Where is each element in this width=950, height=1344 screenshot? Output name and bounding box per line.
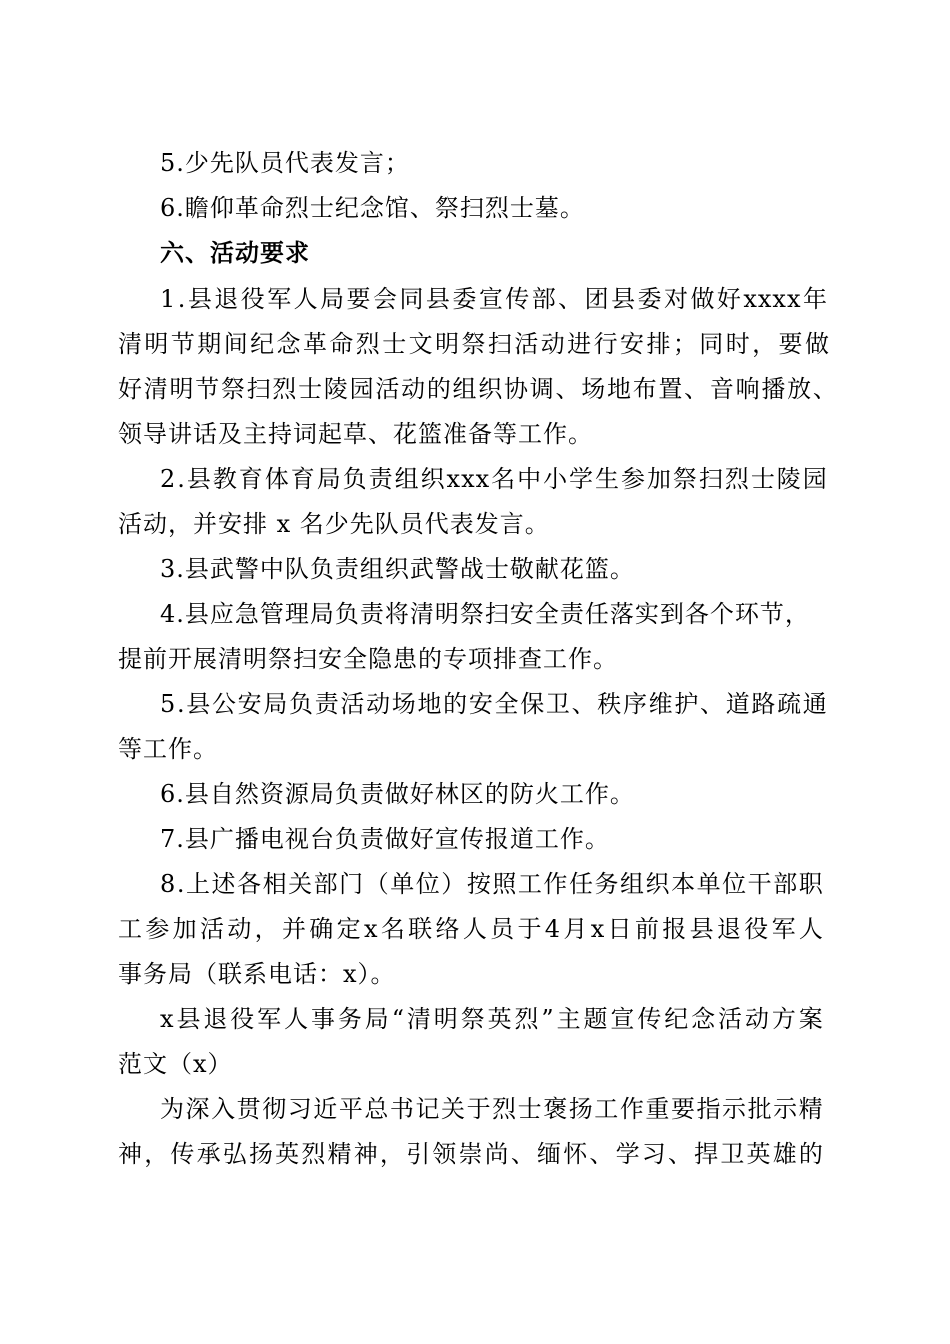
paragraph-line: 领导讲话及主持词起草、花篮准备等工作。	[118, 420, 593, 448]
paragraph-line: 事务局（联系电话：x）。	[118, 960, 396, 988]
paragraph-line: 等工作。	[118, 735, 218, 763]
paragraph-line: 7.县广播电视台负责做好宣传报道工作。	[160, 825, 610, 853]
paragraph-line: 好 清 明 节 祭 扫 烈 士 陵 园 活 动 的 组 织 协 调 、 场 地 布 置 、 音 响 播 放 、	[118, 375, 838, 403]
paragraph-line: 活动，并安排 x 名少先队员代表发言。	[118, 510, 550, 538]
list-item-program-6: 6.瞻仰革命烈士纪念馆、祭扫烈士墓。	[160, 194, 585, 222]
paragraph-line: x 县 退 役 军 人 事 务 局 “ 清 明 祭 英 烈 ” 主 题 宣 传 纪 念 活 动 方 案	[160, 1005, 824, 1033]
list-item-program-5: 5.少先队员代表发言；	[160, 149, 410, 177]
paragraph-line: 6.县自然资源局负责做好林区的防火工作。	[160, 780, 635, 808]
paragraph-line: 8 . 上 述 各 相 关 部 门 （ 单 位 ） 按 照 工 作 任 务 组 织 本 单 位 干 部 职	[160, 870, 824, 898]
paragraph-line: 范文（x）	[118, 1050, 233, 1078]
paragraph-line: 提前开展清明祭扫安全隐患的专项排查工作。	[118, 645, 618, 673]
paragraph-line: 1 . 县 退 役 军 人 局 要 会 同 县 委 宣 传 部 、 团 县 委 对 做 好 xxxx 年	[160, 285, 828, 313]
paragraph-line: 3.县武警中队负责组织武警战士敬献花篮。	[160, 555, 635, 583]
paragraph-line: 神 ， 传 承 弘 扬 英 烈 精 神 ， 引 领 崇 尚 、 缅 怀 、 学 习 、 捍 卫 英 雄 的	[118, 1140, 824, 1168]
paragraph-line: 2 . 县 教 育 体 育 局 负 责 组 织 xxx 名 中 小 学 生 参 加 祭 扫 烈 士 陵 园	[160, 465, 828, 493]
paragraph-line: 5 . 县 公 安 局 负 责 活 动 场 地 的 安 全 保 卫 、 秩 序 维 护 、 道 路 疏 通	[160, 690, 828, 718]
paragraph-line: 为 深 入 贯 彻 习 近 平 总 书 记 关 于 烈 士 褒 扬 工 作 重 要 指 示 批 示 精	[160, 1095, 824, 1123]
paragraph-line: 4 . 县 应 急 管 理 局 负 责 将 清 明 祭 扫 安 全 责 任 落 实 到 各 个 环 节 ，	[160, 600, 810, 628]
paragraph-line: 清 明 节 期 间 纪 念 革 命 烈 士 文 明 祭 扫 活 动 进 行 安 排 ； 同 时 ， 要 做	[118, 330, 830, 358]
section-heading-requirements: 六、活动要求	[160, 239, 310, 267]
paragraph-line: 工 参 加 活 动 ， 并 确 定 x 名 联 络 人 员 于 4 月 x 日 前 报 县 退 役 军 人	[118, 915, 824, 943]
